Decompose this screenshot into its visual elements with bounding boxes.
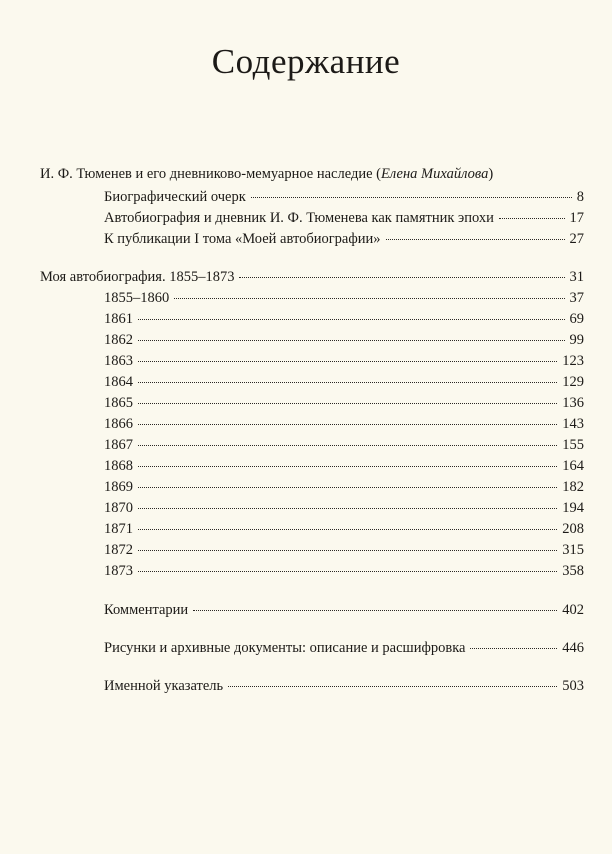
toc-entry-label: 1861 <box>104 311 133 327</box>
toc-entry-label: 1864 <box>104 374 133 390</box>
toc-entry-label: 1865 <box>104 395 133 411</box>
heading-suffix: ) <box>488 166 494 182</box>
toc-entry-label: Комментарии <box>104 602 189 618</box>
leader-dots <box>174 298 564 299</box>
toc-entry-page: 129 <box>562 374 584 390</box>
leader-dots <box>138 424 557 425</box>
leader-dots <box>499 218 565 219</box>
leader-dots <box>228 686 557 687</box>
leader-dots <box>386 239 565 240</box>
toc-entry[interactable] <box>104 188 584 206</box>
toc-entry-page: 123 <box>562 353 584 369</box>
toc-entry-page: 99 <box>569 332 584 348</box>
leader-dots <box>138 382 557 383</box>
toc-entry-page: 503 <box>562 678 584 694</box>
section-heading-intro <box>40 165 493 183</box>
toc-entry-label: 1863 <box>104 353 133 369</box>
leader-dots <box>138 361 557 362</box>
toc-entry-label: 1870 <box>104 500 133 516</box>
toc-entry-page: 402 <box>562 602 584 618</box>
heading-author: Елена Михайлова <box>381 166 489 182</box>
toc-entry-page: 446 <box>562 640 584 656</box>
toc-entry-label: 1871 <box>104 521 133 537</box>
toc-entry-label: Автобиография и дневник И. Ф. Тюменева как памятник эпохи <box>104 210 494 226</box>
toc-entry-label: Моя автобиография. 1855–1873 <box>40 269 235 285</box>
toc-entry[interactable] <box>104 289 584 307</box>
toc-entry-label: 1862 <box>104 332 133 348</box>
toc-entry-page: 164 <box>562 458 584 474</box>
toc-entry-page: 69 <box>569 311 584 327</box>
toc-entry-label: 1855–1860 <box>104 290 170 306</box>
leader-dots <box>138 319 565 320</box>
toc-entry[interactable] <box>104 230 584 248</box>
toc-entry-page: 27 <box>569 231 584 247</box>
toc-section-heading[interactable] <box>40 268 584 286</box>
toc-entry-page: 315 <box>562 542 584 558</box>
toc-entry-page: 143 <box>562 416 584 432</box>
toc-entry[interactable] <box>104 373 584 391</box>
leader-dots <box>138 550 557 551</box>
toc-entry-label: Биографический очерк <box>104 189 246 205</box>
toc-entry-label: 1869 <box>104 479 133 495</box>
toc-entry[interactable] <box>104 352 584 370</box>
toc-entry-page: 31 <box>569 269 584 285</box>
leader-dots <box>239 277 564 278</box>
toc-entry-label: 1868 <box>104 458 133 474</box>
leader-dots <box>138 403 557 404</box>
leader-dots <box>138 529 557 530</box>
toc-entry[interactable] <box>104 394 584 412</box>
toc-entry[interactable] <box>104 639 584 657</box>
leader-dots <box>138 508 557 509</box>
toc-entry-page: 208 <box>562 521 584 537</box>
leader-dots <box>251 197 572 198</box>
toc-entry-page: 358 <box>562 563 584 579</box>
toc-entry-label: Рисунки и архивные документы: описание и расшифровка <box>104 640 466 656</box>
toc-entry[interactable] <box>104 541 584 559</box>
leader-dots <box>138 487 557 488</box>
toc-entry-page: 17 <box>569 210 584 226</box>
toc-entry[interactable] <box>104 677 584 695</box>
toc-entry[interactable] <box>104 415 584 433</box>
toc-entry-page: 155 <box>562 437 584 453</box>
leader-dots <box>470 648 557 649</box>
toc-entry-label: 1872 <box>104 542 133 558</box>
leader-dots <box>138 340 565 341</box>
leader-dots <box>138 445 557 446</box>
toc-entry-page: 136 <box>562 395 584 411</box>
leader-dots <box>138 466 557 467</box>
toc-entry[interactable] <box>104 436 584 454</box>
toc-entry-page: 182 <box>562 479 584 495</box>
leader-dots <box>138 571 557 572</box>
toc-entry[interactable] <box>104 478 584 496</box>
toc-entry[interactable] <box>104 601 584 619</box>
toc-entry[interactable] <box>104 520 584 538</box>
leader-dots <box>193 610 557 611</box>
toc-entry[interactable] <box>104 499 584 517</box>
toc-entry[interactable] <box>104 331 584 349</box>
toc-entry[interactable] <box>104 209 584 227</box>
toc-entry-label: 1867 <box>104 437 133 453</box>
toc-entry[interactable] <box>104 562 584 580</box>
toc-entry-label: 1866 <box>104 416 133 432</box>
toc-entry-page: 194 <box>562 500 584 516</box>
toc-entry-label: К публикации I тома «Моей автобиографии» <box>104 231 381 247</box>
toc-entry-label: 1873 <box>104 563 133 579</box>
toc-entry-label: Именной указатель <box>104 678 224 694</box>
heading-prefix: И. Ф. Тюменев и его дневниково-мемуарное наследие ( <box>40 166 382 182</box>
toc-entry-page: 37 <box>569 290 584 306</box>
page-title: Содержание <box>211 42 401 81</box>
toc-entry[interactable] <box>104 457 584 475</box>
toc-entry-page: 8 <box>576 189 584 205</box>
toc-entry[interactable] <box>104 310 584 328</box>
